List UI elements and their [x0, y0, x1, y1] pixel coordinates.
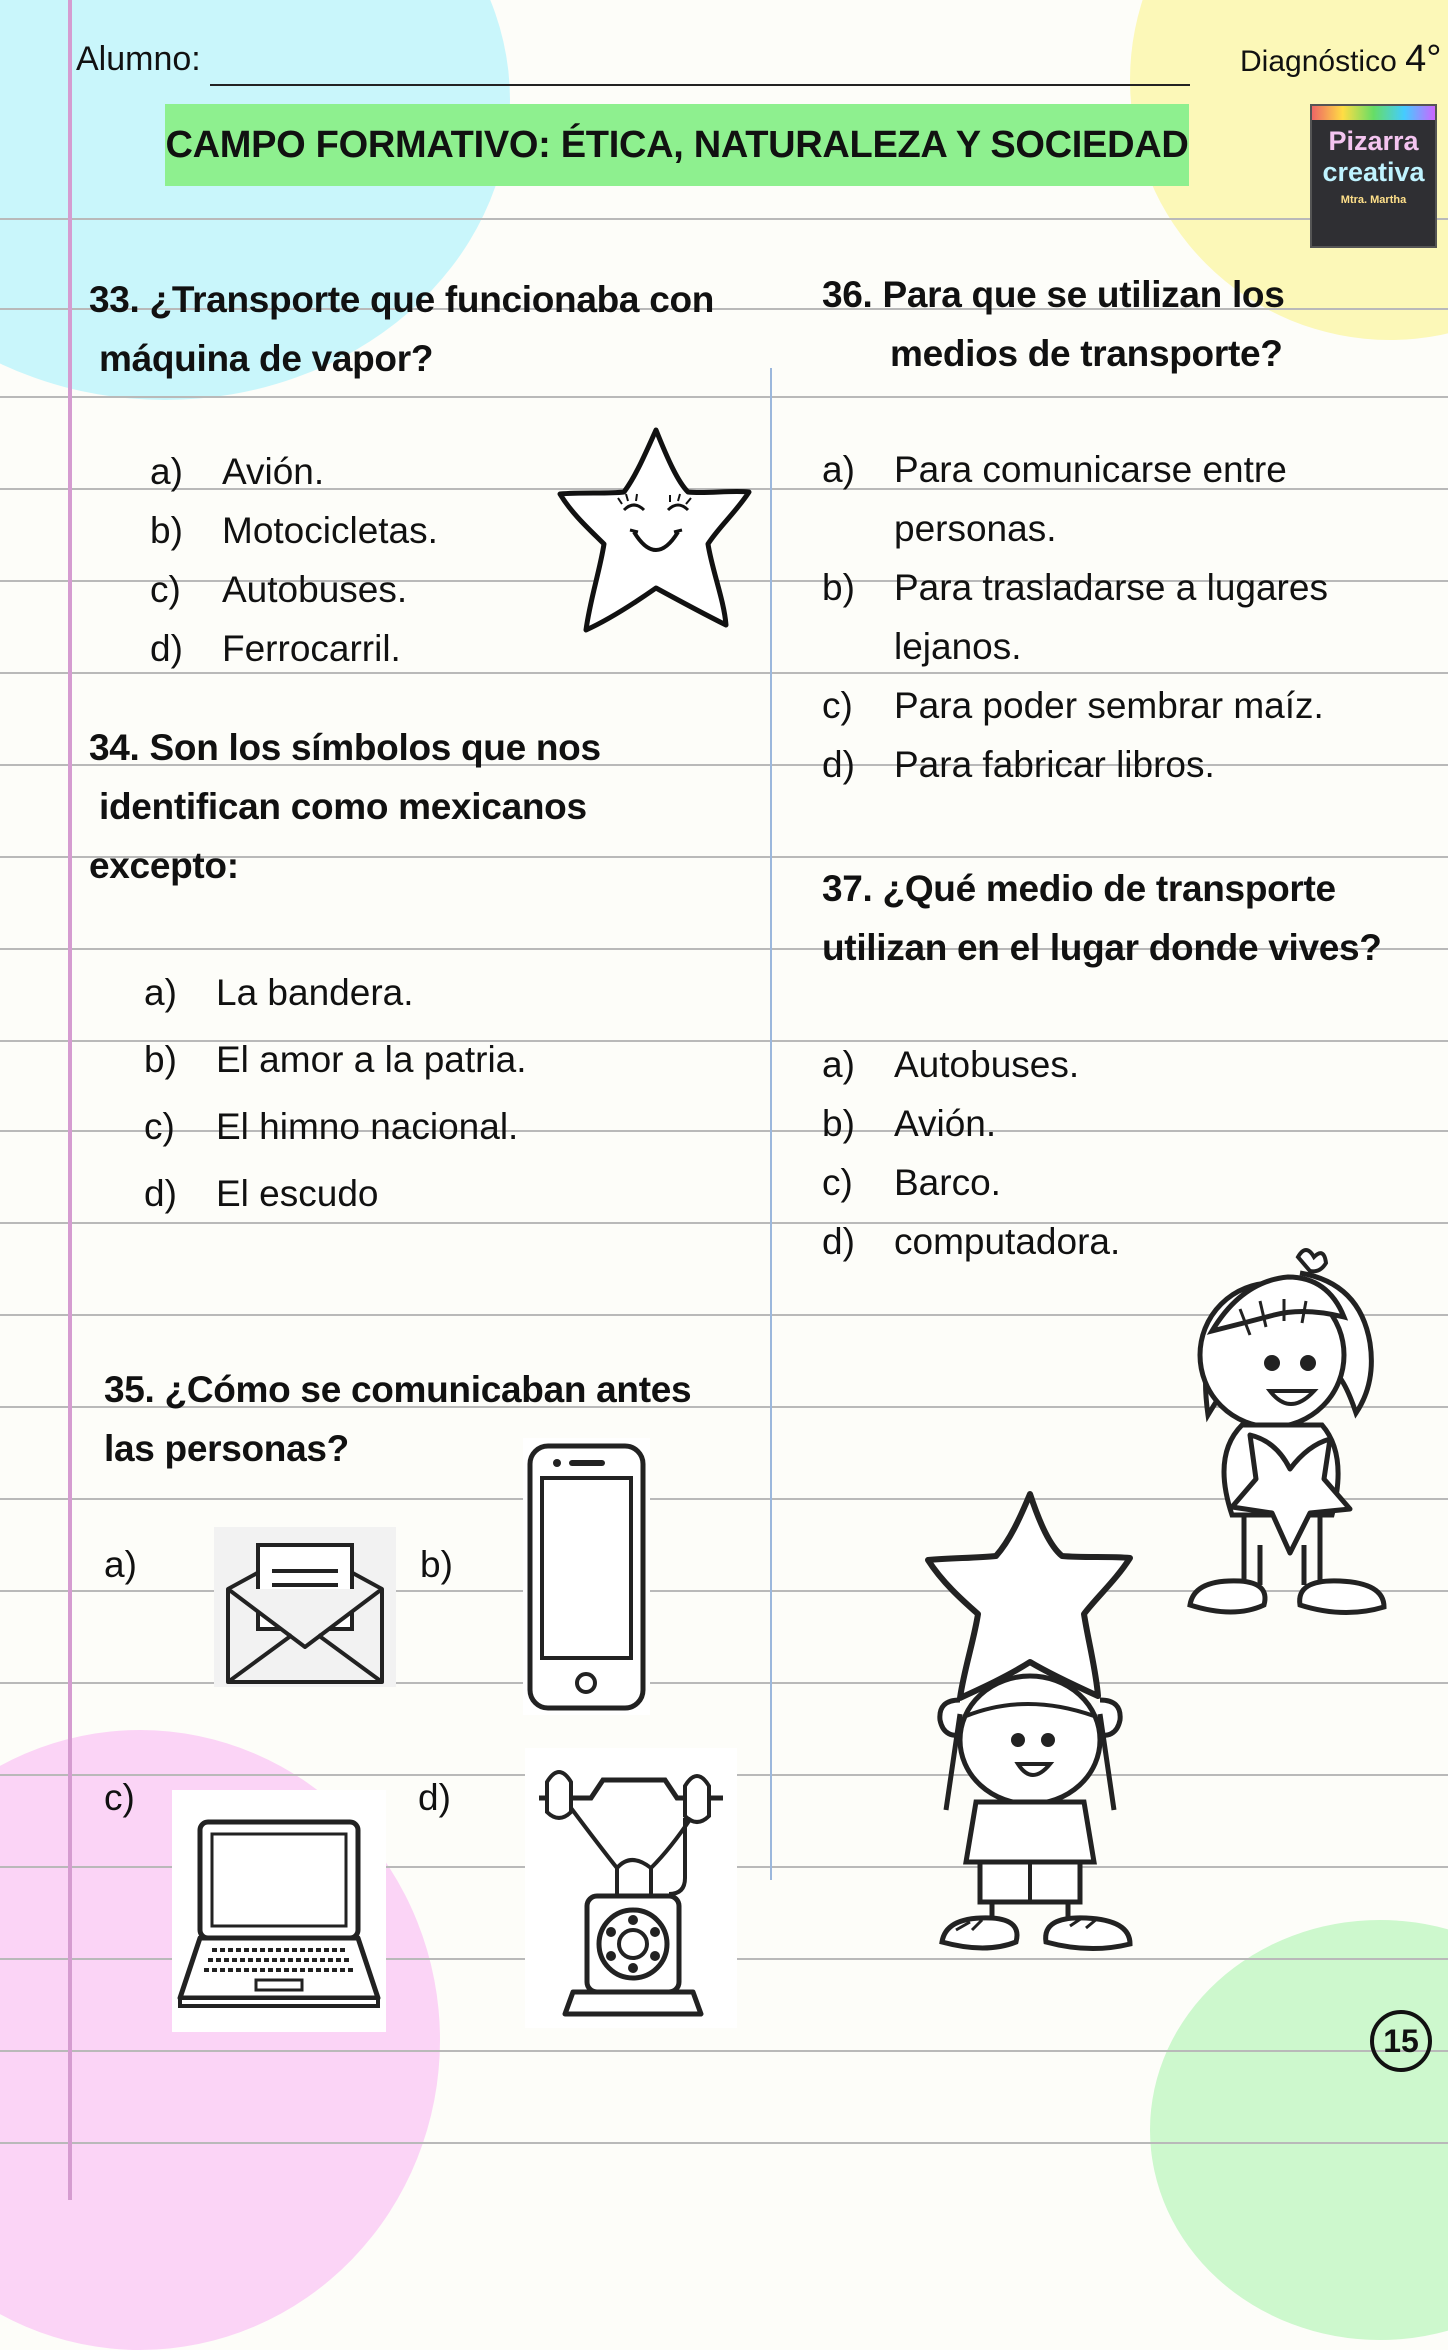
q35-letter-d[interactable]: d) [418, 1777, 451, 1818]
q36-option-b[interactable]: b) Para trasladarse a lugares [822, 567, 1328, 608]
diagnostic-label [1240, 38, 1441, 81]
q33-option-c[interactable]: c) Autobuses. [150, 569, 408, 610]
laptop-picture[interactable] [172, 1790, 386, 2032]
q36-option-c[interactable]: c) Para poder sembrar maíz. [822, 685, 1324, 726]
logo-line3: Mtra. Martha [1340, 194, 1407, 206]
ruled-line [0, 2142, 1448, 2144]
q35-letter-b[interactable]: b) [420, 1544, 453, 1585]
logo-pizarra-creativa [1310, 104, 1437, 248]
student-name-line[interactable] [210, 84, 1190, 86]
q36-options [822, 440, 1328, 794]
page-number-text: 15 [1383, 2022, 1419, 2059]
q34-option-a[interactable]: a) La bandera. [144, 972, 414, 1013]
grade: 4° [1405, 38, 1442, 80]
q37-option-b[interactable]: b) Avión. [822, 1103, 997, 1144]
q37-line2: utilizan en el lugar donde vives? [822, 927, 1382, 968]
q37-line1: 37. ¿Qué medio de transporte [822, 868, 1336, 909]
q34-line3: excepto: [89, 845, 239, 886]
ruled-line [0, 396, 1448, 398]
envelope-icon [214, 1527, 396, 1687]
logo-line2: creativa [1322, 157, 1425, 187]
question-33 [89, 270, 714, 388]
q34-line2: identifican como mexicanos [99, 786, 587, 827]
subject-banner: CAMPO FORMATIVO: ÉTICA, NATURALEZA Y SOCIEDAD [165, 104, 1189, 186]
smiling-star-icon [556, 420, 756, 645]
column-divider [770, 368, 772, 1880]
q34-option-b[interactable]: b) El amor a la patria. [144, 1039, 527, 1080]
q35-line2: las personas? [104, 1428, 349, 1469]
q36-option-a-cont: personas. [894, 508, 1057, 549]
q37-option-a[interactable]: a) Autobuses. [822, 1044, 1080, 1085]
page-margin-line [68, 0, 72, 2200]
q35-letter-a[interactable]: a) [104, 1544, 137, 1585]
q35-line1: 35. ¿Cómo se comunicaban antes [104, 1369, 692, 1410]
q36-option-b-cont: lejanos. [894, 626, 1022, 667]
q36-line1: 36. Para que se utilizan los [822, 274, 1285, 315]
diagnostic-text: Diagnóstico [1240, 45, 1397, 78]
q36-line2: medios de transporte? [890, 333, 1283, 374]
q37-options [822, 1035, 1120, 1271]
q36-option-a[interactable]: a) Para comunicarse entre [822, 449, 1287, 490]
antique-telephone-picture[interactable] [525, 1748, 737, 2028]
q36-option-d[interactable]: d) Para fabricar libros. [822, 744, 1215, 785]
q37-option-d[interactable]: d) computadora. [822, 1221, 1121, 1262]
q34-line1: 34. Son los símbolos que nos [89, 727, 601, 768]
q33-option-a[interactable]: a) Avión. [150, 451, 325, 492]
q34-option-d[interactable]: d) El escudo [144, 1173, 379, 1214]
ruled-line [0, 218, 1448, 220]
logo-doodle-band [1312, 106, 1435, 120]
girl-with-star-icon [1180, 1245, 1390, 1640]
question-36 [822, 265, 1285, 383]
q33-option-b[interactable]: b) Motocicletas. [150, 510, 438, 551]
ruled-line [0, 2050, 1448, 2052]
student-label: Alumno: [76, 40, 201, 78]
boy-holding-star-icon [920, 1490, 1140, 1960]
question-34 [89, 718, 601, 895]
q33-options [150, 442, 438, 678]
logo-line1: Pizarra [1328, 126, 1419, 156]
q34-options [144, 963, 527, 1231]
q33-line2: máquina de vapor? [99, 338, 434, 379]
question-37 [822, 859, 1382, 977]
antique-telephone-icon [525, 1748, 737, 2028]
bg-blob-green [1150, 1920, 1448, 2340]
q35-letter-c[interactable]: c) [104, 1777, 135, 1818]
laptop-icon [172, 1790, 386, 2032]
envelope-picture[interactable] [214, 1527, 396, 1687]
smartphone-icon [523, 1438, 650, 1715]
q33-line1: 33. ¿Transporte que funcionaba con [89, 279, 715, 320]
q37-option-c[interactable]: c) Barco. [822, 1162, 1001, 1203]
q33-option-d[interactable]: d) Ferrocarril. [150, 628, 401, 669]
q34-option-c[interactable]: c) El himno nacional. [144, 1106, 519, 1147]
page-number [1370, 2010, 1432, 2072]
smartphone-picture[interactable] [523, 1438, 650, 1715]
